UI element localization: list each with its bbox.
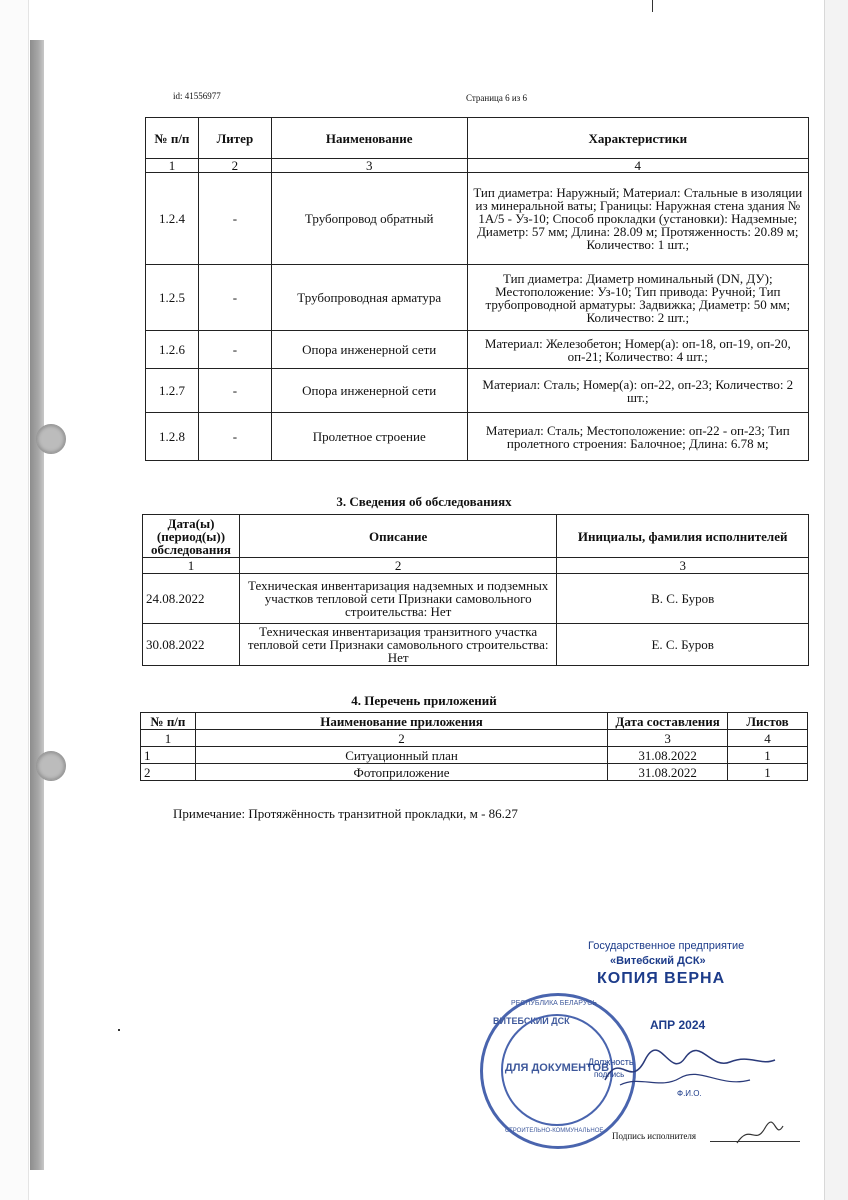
- row-chars: Тип диаметра: Диаметр номинальный (DN, ДУ); Местоположение: Уз-10; Тип привода: Ручной; Тип трубопроводной арматуры: Задвижка; Диаметр: 50 мм; Количество: 2 шт.;: [467, 265, 808, 331]
- seal-top-text: РЕСПУБЛИКА БЕЛАРУСЬ: [511, 1000, 597, 1007]
- row-liter: -: [198, 173, 271, 265]
- page-edge-left: [0, 0, 29, 1200]
- table-row: [146, 413, 809, 461]
- attachment-sheets: 1: [728, 747, 808, 764]
- col-number: 2: [195, 730, 607, 747]
- stamp-position-label: Должность: [588, 1057, 634, 1067]
- row-name: Опора инженерной сети: [271, 369, 467, 413]
- scan-speck: [118, 1029, 120, 1031]
- attachment-num: 1: [141, 747, 196, 764]
- row-num: 1.2.6: [146, 331, 199, 369]
- row-liter: -: [198, 413, 271, 461]
- row-num: 1.2.7: [146, 369, 199, 413]
- col-header-num: № п/п: [141, 713, 196, 730]
- table-row: [141, 764, 808, 781]
- survey-executor: В. С. Буров: [557, 574, 809, 624]
- table-row: [146, 331, 809, 369]
- signature-label: Подпись исполнителя: [612, 1131, 696, 1141]
- row-chars: Материал: Сталь; Номер(а): оп-22, оп-23; Количество: 2 шт.;: [467, 369, 808, 413]
- page-edge-right: [824, 0, 848, 1200]
- col-header-date: Дата составления: [608, 713, 728, 730]
- col-header-date: Дата(ы) (период(ы)) обследования: [143, 515, 240, 558]
- col-header-name: Наименование: [271, 118, 467, 159]
- col-header-attachment-name: Наименование приложения: [195, 713, 607, 730]
- row-num: 1.2.4: [146, 173, 199, 265]
- row-name: Опора инженерной сети: [271, 331, 467, 369]
- row-liter: -: [198, 265, 271, 331]
- row-name: Пролетное строение: [271, 413, 467, 461]
- elements-table: [145, 117, 809, 461]
- document-id: id: 41556977: [173, 91, 221, 101]
- stamp-org-line2: «Витебский ДСК»: [610, 955, 706, 967]
- seal-bottom-text: СТРОИТЕЛЬНО-КОММУНАЛЬНОЕ: [505, 1128, 604, 1134]
- stamp-date: АПР 2024: [650, 1018, 706, 1032]
- table-row: [146, 265, 809, 331]
- col-header-description: Описание: [239, 515, 556, 558]
- note: Примечание: Протяжённость транзитной прокладки, м - 86.27: [173, 806, 518, 821]
- row-liter: -: [198, 369, 271, 413]
- table-row: [143, 624, 809, 666]
- row-chars: Материал: Железобетон; Номер(а): оп-18, оп-19, оп-20, оп-21; Количество: 4 шт.;: [467, 331, 808, 369]
- stamp-org-line1: Государственное предприятие: [588, 940, 745, 952]
- stamp-signature-label: подпись: [594, 1070, 625, 1079]
- col-number: 4: [728, 730, 808, 747]
- attachment-date: 31.08.2022: [608, 747, 728, 764]
- stamp-fio-label: Ф.И.О.: [677, 1089, 702, 1098]
- col-number: 2: [198, 159, 271, 173]
- attachment-num: 2: [141, 764, 196, 781]
- col-header-executors: Инициалы, фамилия исполнителей: [557, 515, 809, 558]
- col-number: 4: [467, 159, 808, 173]
- row-num: 1.2.8: [146, 413, 199, 461]
- col-number: 1: [141, 730, 196, 747]
- handwritten-signature: [600, 1040, 780, 1100]
- survey-executor: Е. С. Буров: [557, 624, 809, 666]
- survey-description: Техническая инвентаризация надземных и подземных участков тепловой сети Признаки самовольного строительства: Нет: [239, 574, 556, 624]
- row-chars: Тип диаметра: Наружный; Материал: Стальные в изоляции из минеральной ваты; Границы: Наружная стена здания № 1А/5 - Уз-10; Способ прокладки (установки): Надземные; Диаметр: 57 мм; Длина: 28.09 м; Протяженность: 20.89 м; Количество: 1 шт.;: [467, 173, 808, 265]
- executor-signature: [735, 1118, 785, 1148]
- section-title-surveys: 3. Сведения об обследованиях: [336, 494, 512, 509]
- scan-mark: [652, 0, 653, 12]
- attachment-sheets: 1: [728, 764, 808, 781]
- survey-description: Техническая инвентаризация транзитного участка тепловой сети Признаки самовольного строительства: Нет: [239, 624, 556, 666]
- seal-center-text: ДЛЯ ДОКУМЕНТОВ: [504, 1062, 610, 1074]
- attachment-date: 31.08.2022: [608, 764, 728, 781]
- col-number: 2: [239, 558, 556, 574]
- col-number: 3: [608, 730, 728, 747]
- col-number: 1: [146, 159, 199, 173]
- seal-inner-ring: [501, 1014, 613, 1126]
- punch-hole-bottom: [36, 751, 66, 781]
- stamp-copy-verified: КОПИЯ ВЕРНА: [597, 970, 726, 987]
- punch-hole-top: [36, 424, 66, 454]
- page-number: Страница 6 из 6: [466, 93, 527, 103]
- table-row: [143, 574, 809, 624]
- row-liter: -: [198, 331, 271, 369]
- survey-date: 30.08.2022: [143, 624, 240, 666]
- surveys-table: [142, 514, 809, 666]
- table-row: [146, 369, 809, 413]
- col-header-chars: Характеристики: [467, 118, 808, 159]
- table-row: [146, 173, 809, 265]
- seal-name-text: ВИТЕБСКИЙ ДСК: [493, 1016, 570, 1026]
- attachment-name: Ситуационный план: [195, 747, 607, 764]
- survey-date: 24.08.2022: [143, 574, 240, 624]
- col-number: 3: [557, 558, 809, 574]
- col-number: 1: [143, 558, 240, 574]
- section-title-attachments: 4. Перечень приложений: [351, 693, 497, 708]
- row-num: 1.2.5: [146, 265, 199, 331]
- row-chars: Материал: Сталь; Местоположение: оп-22 - оп-23; Тип пролетного строения: Балочное; Длина: 6.78 м;: [467, 413, 808, 461]
- row-name: Трубопроводная арматура: [271, 265, 467, 331]
- row-name: Трубопровод обратный: [271, 173, 467, 265]
- attachment-name: Фотоприложение: [195, 764, 607, 781]
- col-number: 3: [271, 159, 467, 173]
- col-header-sheets: Листов: [728, 713, 808, 730]
- col-header-liter: Литер: [198, 118, 271, 159]
- attachments-table: [140, 712, 808, 781]
- col-header-num: № п/п: [146, 118, 199, 159]
- table-row: [141, 747, 808, 764]
- scan-strip: [30, 40, 44, 1170]
